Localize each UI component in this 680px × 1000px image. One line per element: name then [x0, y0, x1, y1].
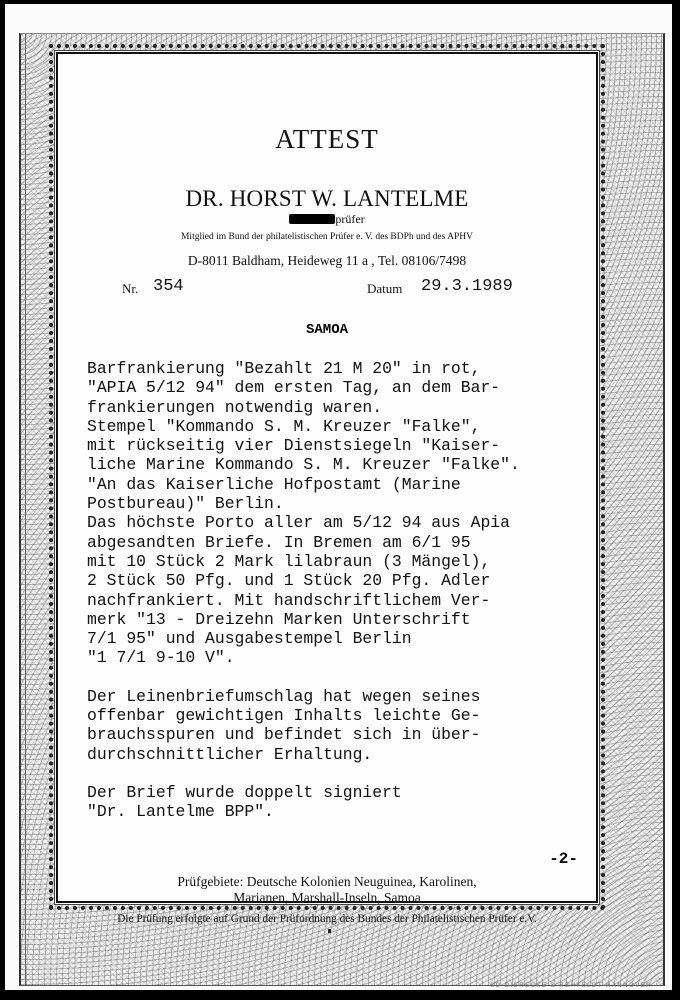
certificate-body [87, 359, 520, 822]
body-line: 2 Stück 50 Pfg. und 1 Stück 20 Pfg. Adler [87, 571, 491, 591]
role-suffix: prüfer [335, 212, 365, 226]
body-line: mit 10 Stück 2 Mark lilabraun (3 Mängel), [87, 551, 491, 571]
body-line: Postbureau)" Berlin. [87, 494, 284, 514]
condition-line: offenbar gewichtigen Inhalts leichte Ge- [87, 706, 481, 726]
membership-line: Mitglied im Bund der philatelistischen Prüfer e. V. des BDPh und des APHV [180, 232, 474, 242]
redaction-bar [289, 214, 335, 224]
examination-fields-line-2: Marianen, Marshall-Inseln, Samoa [233, 890, 421, 905]
certificate-panel [56, 52, 598, 925]
number-label: Nr. [122, 281, 139, 296]
condition-line: brauchsspuren und befindet sich in über- [87, 725, 481, 745]
body-line: "APIA 5/12 94" dem ersten Tag, an dem Bar- [87, 378, 501, 398]
body-line: frankierungen notwendig waren. [87, 397, 383, 417]
signature-line: Der Brief wurde doppelt signiert [87, 782, 402, 802]
document-title: ATTEST [275, 124, 379, 154]
condition-line: durchschnittlicher Erhaltung. [87, 744, 373, 764]
address-line: D-8011 Baldham, Heideweg 11 a , Tel. 08106/7498 [187, 253, 467, 268]
printer-imprint: SD DIERECKE & REHFELDT HANNOVER [490, 983, 652, 989]
certificate-date: 29.3.1989 [421, 277, 513, 296]
country-heading: SAMOA [305, 322, 348, 338]
body-line: "1 7/1 9-10 V". [87, 648, 235, 668]
ink-dot [328, 929, 331, 933]
certificate-sheet [5, 4, 672, 990]
signature-line: "Dr. Lantelme BPP". [87, 802, 274, 822]
body-line: "An das Kaiserliche Hofpostamt (Marine [87, 474, 461, 494]
body-line: Das höchste Porto aller am 5/12 94 aus Apia [87, 513, 510, 533]
date-label: Datum [367, 281, 403, 296]
examiner-name: DR. HORST W. LANTELME [185, 186, 469, 211]
body-line: liche Marine Kommando S. M. Kreuzer "Falke". [87, 455, 520, 475]
examiner-role [58, 212, 596, 227]
body-line: Stempel "Kommando S. M. Kreuzer "Falke", [87, 416, 481, 436]
body-line: Barfrankierung "Bezahlt 21 M 20" in rot, [87, 359, 481, 378]
body-line: 7/1 95" und Ausgabestempel Berlin [87, 629, 412, 649]
examination-basis: Die Prüfung erfolgte auf Grund der Prüfordnung des Bundes der Philatelistischen Prüfer e.V. [117, 913, 537, 925]
body-line: abgesandten Briefe. In Bremen am 6/1 95 [87, 532, 471, 552]
certificate-number: 354 [153, 277, 184, 296]
body-line: mit rückseitig vier Dienstsiegeln "Kaiser- [87, 436, 501, 456]
body-line: nachfrankiert. Mit handschriftlichem Ver- [87, 590, 491, 610]
condition-line: Der Leinenbriefumschlag hat wegen seines [87, 686, 481, 706]
examination-fields-line-1: Prüfgebiete: Deutsche Kolonien Neuguinea, Karolinen, [177, 874, 477, 889]
body-line: merk "13 - Dreizehn Marken Unterschrift [87, 609, 471, 629]
page-marker: -2- [549, 850, 578, 868]
